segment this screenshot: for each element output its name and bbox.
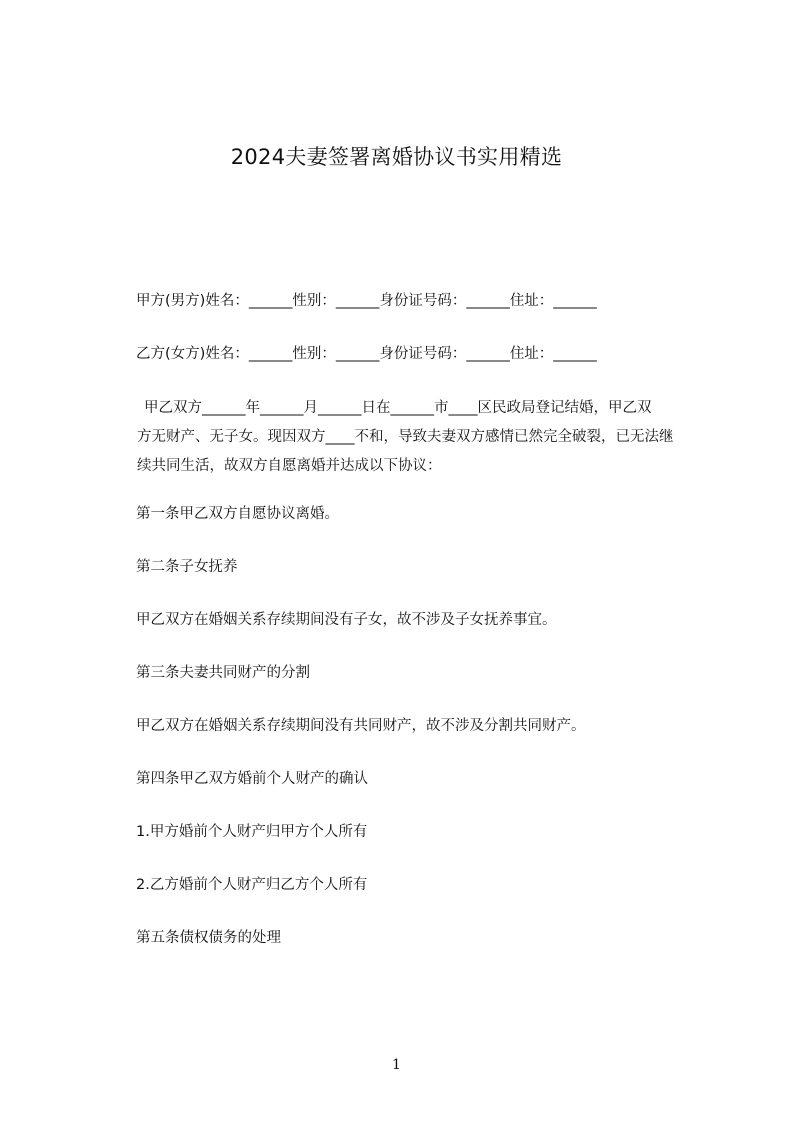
intro-line-2: 方无财产、无子女。现因双方____不和，导致夫妻双方感情已然完全破裂，已无法继 — [137, 429, 674, 445]
intro-paragraph — [136, 394, 716, 481]
intro-line-1: 甲乙双方______年______月______日在______市____区民政局登记结婚，甲乙双 — [144, 400, 652, 416]
party-a-info-line: 甲方(男方)姓名：______性别：______身份证号码：______住址：______ — [136, 293, 597, 309]
clause-3-body: 甲乙双方在婚姻关系存续期间没有共同财产，故不涉及分割共同财产。 — [136, 718, 586, 734]
intro-line-3: 续共同生活，故双方自愿离婚并达成以下协议： — [137, 458, 442, 474]
clause-3-heading: 第三条夫妻共同财产的分割 — [136, 665, 310, 681]
clause-4-item-1: 1.甲方婚前个人财产归甲方个人所有 — [136, 824, 368, 840]
clause-2-body: 甲乙双方在婚姻关系存续期间没有子女，故不涉及子女抚养事宜。 — [136, 612, 557, 628]
party-b-info-line: 乙方(女方)姓名：______性别：______身份证号码：______住址：______ — [136, 346, 597, 362]
page-number: 1 — [392, 1057, 401, 1073]
clause-4-item-2: 2.乙方婚前个人财产归乙方个人所有 — [136, 877, 368, 893]
clause-5-heading: 第五条债权债务的处理 — [136, 930, 281, 946]
clause-4-heading: 第四条甲乙双方婚前个人财产的确认 — [136, 771, 368, 787]
clause-2-heading: 第二条子女抚养 — [136, 559, 238, 575]
document-title: 2024夫妻签署离婚协议书实用精选 — [230, 145, 563, 169]
clause-1-heading: 第一条甲乙双方自愿协议离婚。 — [136, 506, 339, 522]
